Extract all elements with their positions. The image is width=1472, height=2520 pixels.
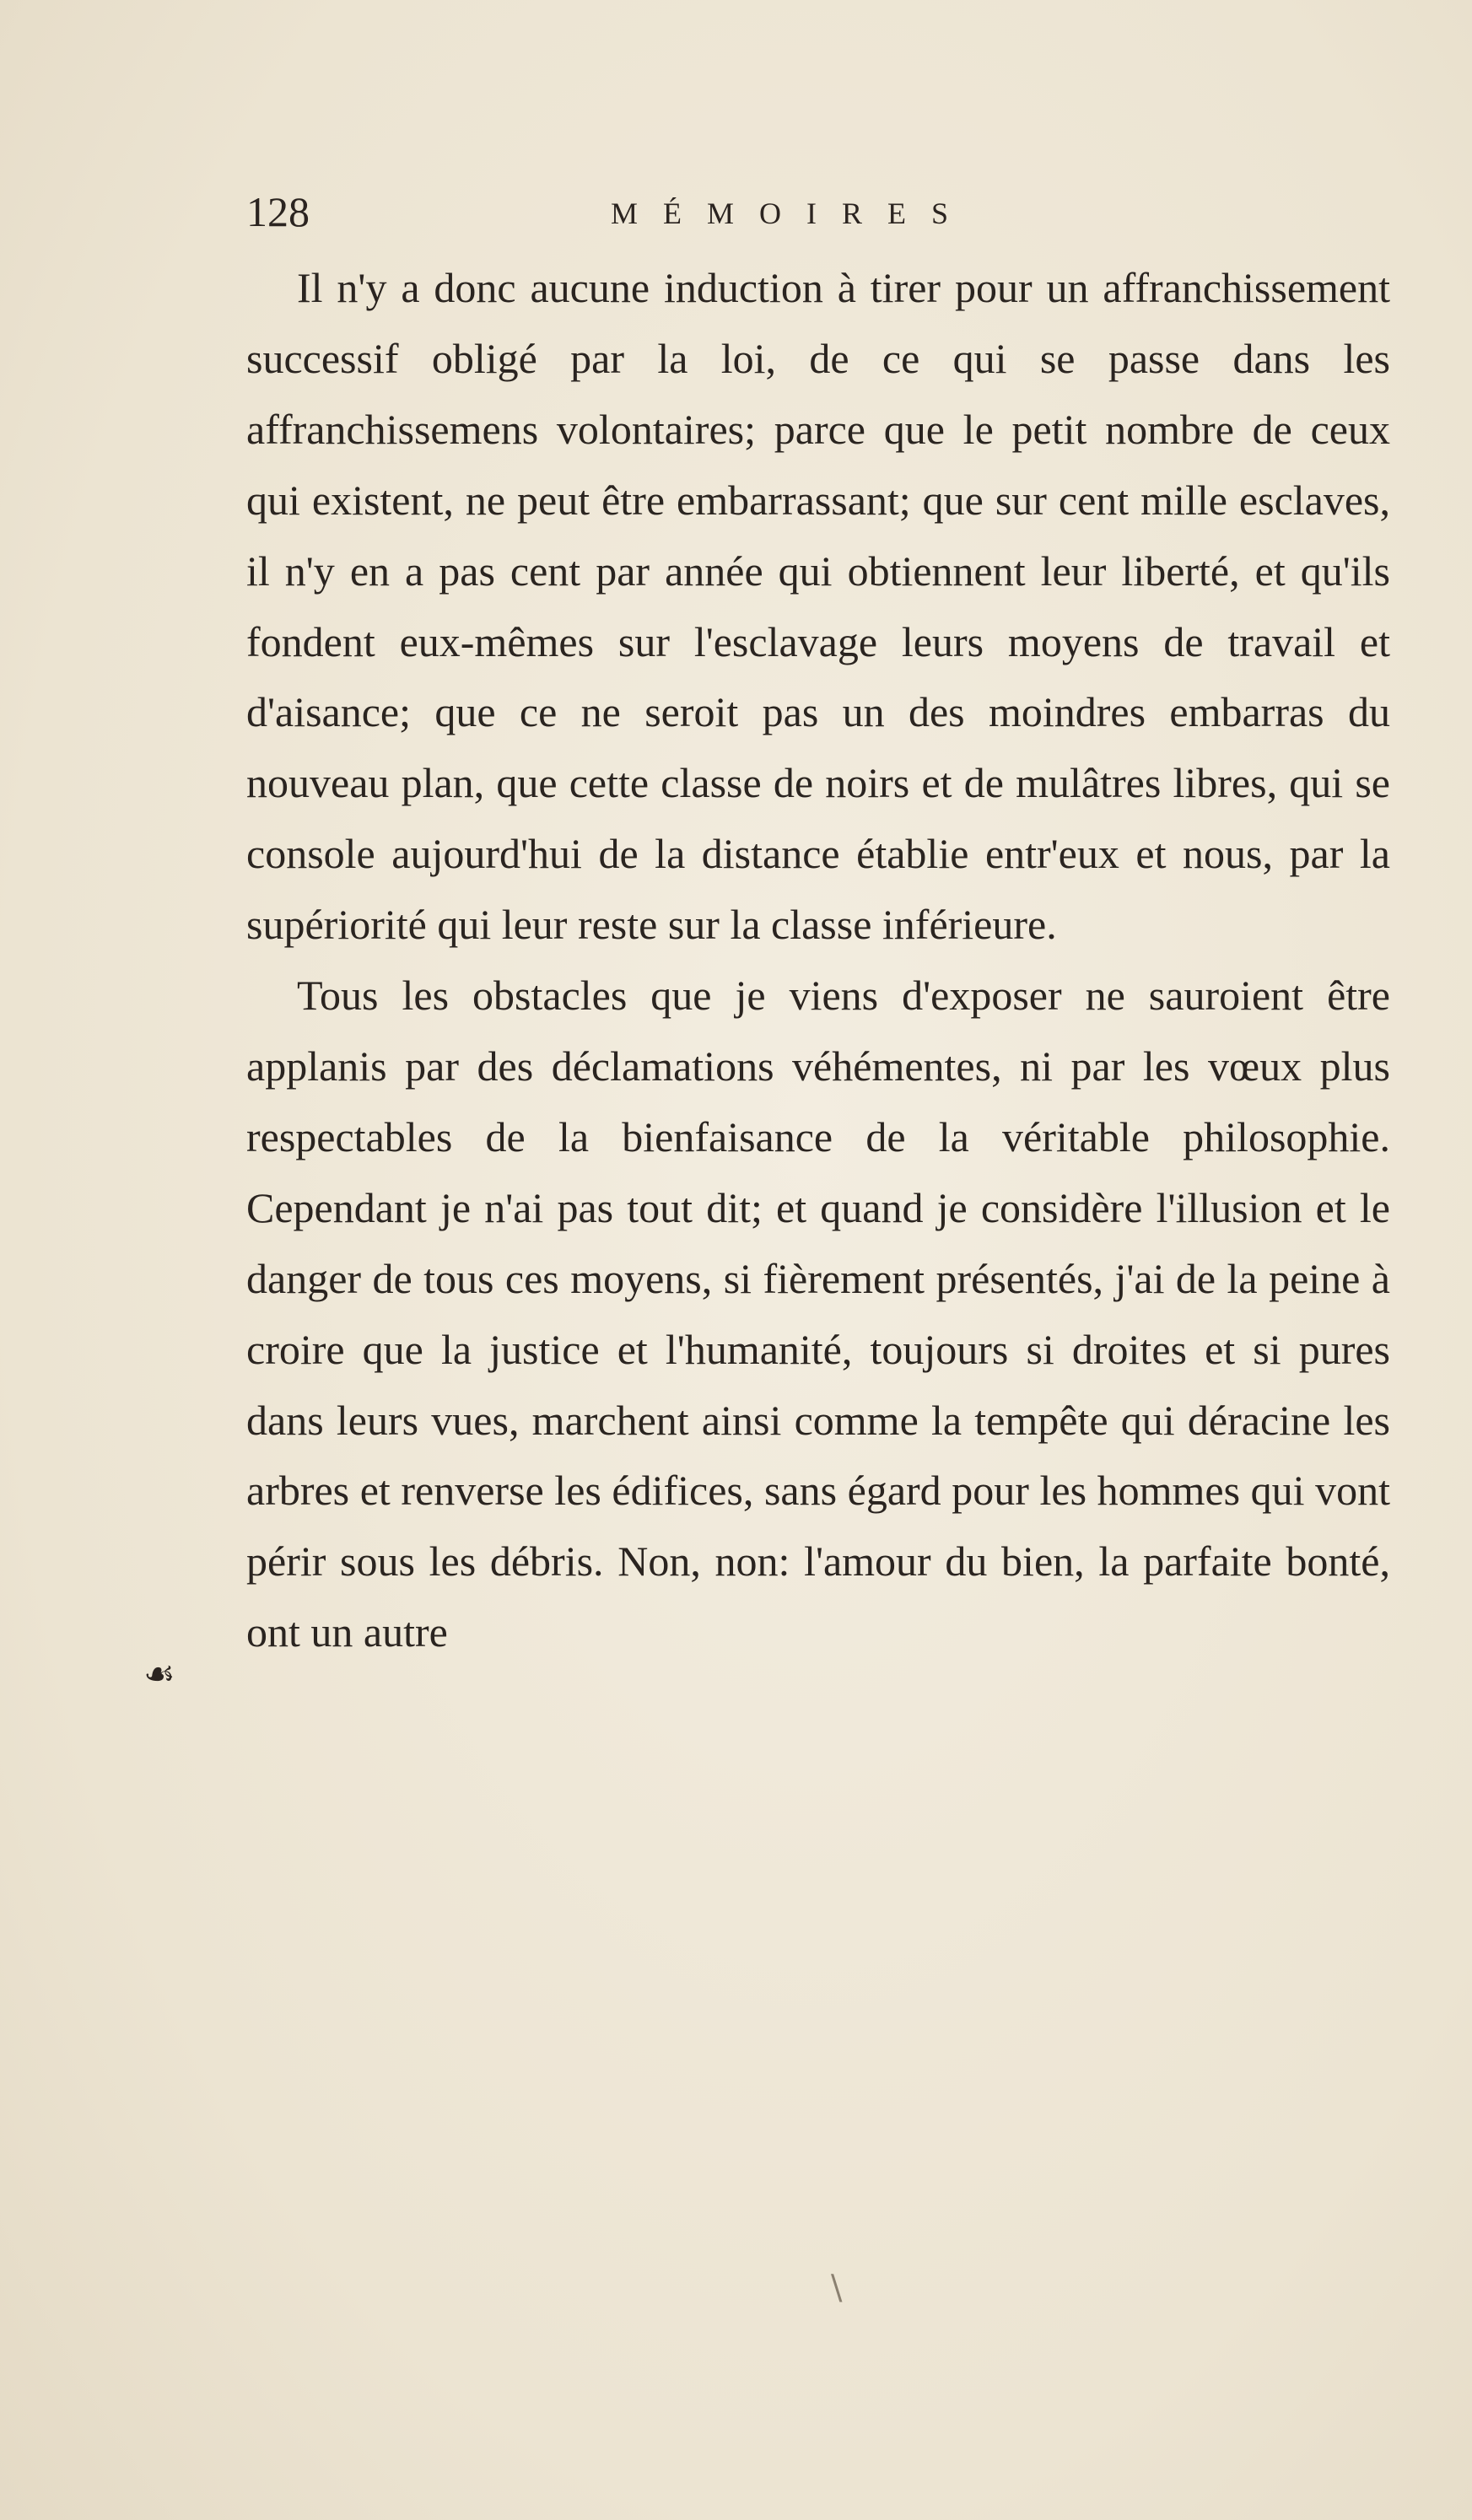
margin-mark-icon: ☙ (143, 1653, 175, 1694)
paragraph-2: Tous les obstacles que je viens d'exposer ne sauroient être applanis par des déclamations véhémentes, ni par les vœux plus respectables de la bienfaisance de la véritable philosophie. Cependant je n'ai pas tout dit; et quand je considère l'illusion et le danger de tous ces moyens, si fièrement présentés, j'ai de la peine à croire que la justice et l'humanité, toujours si droites et si pures dans leurs vues, marchent ainsi comme la tempête qui déracine les arbres et renverse les édifices, sans égard pour les hommes qui vont périr sous les débris. Non, non: l'amour du bien, la parfaite bonté, ont un autre (246, 972, 1390, 1656)
running-title: MÉMOIRES (611, 197, 974, 230)
bottom-mark: \ (831, 2269, 843, 2307)
body-text (246, 253, 1390, 1668)
page-number: 128 (246, 188, 310, 235)
paragraph-1: Il n'y a donc aucune induction à tirer pour un affranchissement successif obligé par la loi, de ce qui se passe dans les affranchissemens volontaires; parce que le petit nombre de ceux qui existent, ne peut être embarrassant; que sur cent mille esclaves, il n'y en a pas cent par année qui obtiennent leur liberté, et qu'ils fondent eux-mêmes sur l'esclavage leurs moyens de travail et d'aisance; que ce ne seroit pas un des moindres embarras du nouveau plan, que cette classe de noirs et de mulâtres libres, qui se console aujourd'hui de la distance établie entr'eux et nous, par la supériorité qui leur reste sur la classe inférieure. (246, 264, 1390, 949)
page-header (246, 187, 1360, 246)
